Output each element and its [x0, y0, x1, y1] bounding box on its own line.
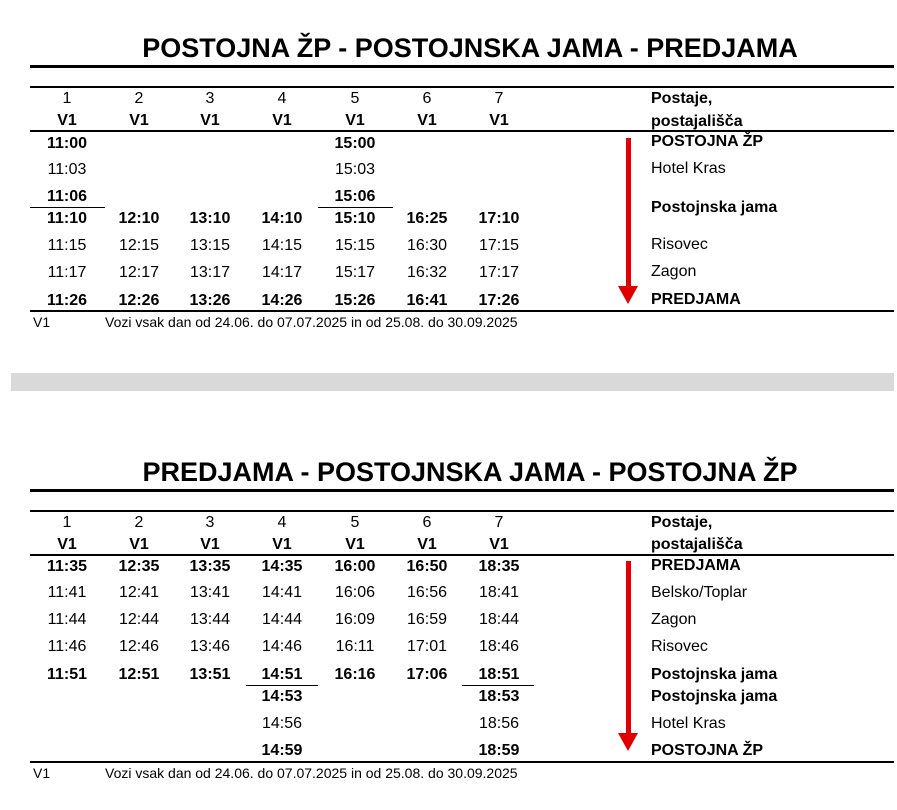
departure-time: 14:10 — [261, 210, 303, 227]
departure-time: 17:17 — [478, 264, 520, 281]
column-number: 6 — [422, 514, 432, 531]
departure-time: 11:41 — [47, 584, 87, 601]
departure-time: 12:10 — [118, 210, 160, 227]
footnote-code: V1 — [33, 314, 51, 330]
column-number: 7 — [494, 90, 504, 107]
departure-time: 11:15 — [47, 237, 87, 254]
stops-header: postajališča — [651, 536, 743, 553]
departure-time: 16:32 — [406, 264, 448, 281]
departure-time: 13:46 — [189, 638, 231, 655]
departure-time: 13:26 — [189, 292, 231, 309]
column-number: 2 — [134, 514, 144, 531]
departure-time: 15:03 — [334, 161, 376, 178]
departure-time: 13:10 — [189, 210, 231, 227]
header-rule — [30, 510, 894, 512]
table-bottom-rule — [30, 310, 894, 312]
departure-time: 16:11 — [335, 638, 375, 655]
column-variant: V1 — [417, 112, 437, 129]
departure-time: 18:46 — [478, 638, 520, 655]
column-variant: V1 — [489, 536, 509, 553]
departure-time: 16:50 — [406, 558, 448, 575]
column-variant: V1 — [57, 536, 77, 553]
title-rule — [30, 65, 894, 68]
transfer-rule — [318, 207, 393, 208]
timetable-title: POSTOJNA ŽP - POSTOJNSKA JAMA - PREDJAMA — [142, 33, 798, 63]
departure-time: 15:17 — [334, 264, 376, 281]
departure-time: 11:44 — [47, 611, 87, 628]
departure-time: 11:51 — [46, 666, 88, 683]
column-number: 3 — [205, 90, 215, 107]
column-number: 5 — [350, 514, 360, 531]
timetable-title: PREDJAMA - POSTOJNSKA JAMA - POSTOJNA ŽP — [142, 457, 798, 487]
column-number: 2 — [134, 90, 144, 107]
departure-time: 11:06 — [46, 188, 88, 205]
departure-time: 16:09 — [334, 611, 376, 628]
departure-time: 13:41 — [189, 584, 231, 601]
column-number: 3 — [205, 514, 215, 531]
departure-time: 15:00 — [334, 135, 376, 152]
departure-time: 14:41 — [261, 584, 303, 601]
column-number: 6 — [422, 90, 432, 107]
departure-time: 18:53 — [478, 688, 520, 705]
departure-time: 14:35 — [261, 558, 303, 575]
departure-time: 11:03 — [47, 161, 87, 178]
column-number: 4 — [277, 514, 287, 531]
column-variant: V1 — [272, 536, 292, 553]
footnote-code: V1 — [33, 765, 51, 781]
stop-name: Risovec — [651, 236, 708, 253]
departure-time: 16:00 — [334, 558, 376, 575]
departure-time: 11:00 — [46, 135, 88, 152]
departure-time: 14:53 — [261, 688, 303, 705]
direction-arrow-icon — [615, 138, 641, 306]
departure-time: 13:35 — [189, 558, 231, 575]
departure-time: 15:06 — [334, 188, 376, 205]
direction-arrow-icon — [615, 561, 641, 753]
column-variant: V1 — [345, 112, 365, 129]
departure-time: 13:17 — [189, 264, 231, 281]
header-rule — [30, 86, 894, 88]
departure-time: 18:41 — [478, 584, 520, 601]
departure-time: 16:30 — [406, 237, 448, 254]
stop-name: PREDJAMA — [651, 291, 741, 308]
departure-time: 14:46 — [261, 638, 303, 655]
departure-time: 11:10 — [46, 210, 88, 227]
departure-time: 13:15 — [189, 237, 231, 254]
departure-time: 11:17 — [47, 264, 87, 281]
departure-time: 13:51 — [189, 666, 231, 683]
departure-time: 16:56 — [406, 584, 448, 601]
departure-time: 12:41 — [118, 584, 160, 601]
departure-time: 18:44 — [478, 611, 520, 628]
departure-time: 16:41 — [406, 292, 448, 309]
transfer-rule — [246, 685, 318, 686]
departure-time: 16:59 — [406, 611, 448, 628]
stop-name: POSTOJNA ŽP — [651, 742, 764, 759]
departure-time: 14:17 — [261, 264, 303, 281]
column-variant: V1 — [200, 112, 220, 129]
stops-header: Postaje, — [651, 514, 713, 531]
column-number: 4 — [277, 90, 287, 107]
departure-time: 17:01 — [406, 638, 448, 655]
column-number: 7 — [494, 514, 504, 531]
column-variant: V1 — [489, 112, 509, 129]
departure-time: 17:10 — [478, 210, 520, 227]
departure-time: 12:46 — [118, 638, 160, 655]
stop-name: Belsko/Toplar — [651, 584, 748, 601]
stop-name: Postojnska jama — [651, 199, 778, 216]
departure-time: 12:51 — [118, 666, 160, 683]
column-variant: V1 — [129, 112, 149, 129]
departure-time: 12:35 — [118, 558, 160, 575]
table-bottom-rule — [30, 761, 894, 763]
departure-time: 17:26 — [478, 292, 520, 309]
departure-time: 17:06 — [406, 666, 448, 683]
transfer-rule — [462, 685, 534, 686]
departure-time: 14:56 — [261, 715, 303, 732]
departure-time: 12:44 — [118, 611, 160, 628]
departure-time: 14:51 — [261, 666, 303, 683]
departure-time: 12:26 — [118, 292, 160, 309]
stop-name: Hotel Kras — [651, 160, 726, 177]
footnote-text: Vozi vsak dan od 24.06. do 07.07.2025 in od 25.08. do 30.09.2025 — [105, 314, 518, 330]
departure-time: 11:46 — [47, 638, 87, 655]
stop-name: Postojnska jama — [651, 688, 778, 705]
transfer-rule — [30, 207, 105, 208]
stop-name: PREDJAMA — [651, 557, 741, 574]
stop-name: Risovec — [651, 638, 708, 655]
stop-name: POSTOJNA ŽP — [651, 133, 764, 150]
column-variant: V1 — [417, 536, 437, 553]
column-variant: V1 — [200, 536, 220, 553]
title-rule — [30, 489, 894, 492]
stop-name: Zagon — [651, 611, 697, 628]
departure-time: 14:59 — [261, 742, 303, 759]
departure-time: 11:35 — [46, 558, 88, 575]
departure-time: 11:26 — [46, 292, 88, 309]
departure-time: 18:35 — [478, 558, 520, 575]
departure-time: 14:15 — [261, 237, 303, 254]
section-separator — [11, 373, 894, 391]
column-variant: V1 — [345, 536, 365, 553]
departure-time: 16:06 — [334, 584, 376, 601]
column-variant: V1 — [57, 112, 77, 129]
departure-time: 15:26 — [334, 292, 376, 309]
departure-time: 16:25 — [406, 210, 448, 227]
departure-time: 18:56 — [478, 715, 520, 732]
departure-time: 15:15 — [334, 237, 376, 254]
departure-time: 12:17 — [118, 264, 160, 281]
departure-time: 14:44 — [261, 611, 303, 628]
column-variant: V1 — [272, 112, 292, 129]
column-number: 5 — [350, 90, 360, 107]
column-number: 1 — [62, 90, 72, 107]
stop-name: Zagon — [651, 263, 697, 280]
stops-header: postajališča — [651, 113, 743, 130]
departure-time: 13:44 — [189, 611, 231, 628]
stops-header: Postaje, — [651, 90, 713, 107]
departure-time: 17:15 — [478, 237, 520, 254]
departure-time: 18:59 — [478, 742, 520, 759]
departure-time: 12:15 — [118, 237, 160, 254]
column-number: 1 — [62, 514, 72, 531]
stop-name: Postojnska jama — [651, 666, 778, 683]
footnote-text: Vozi vsak dan od 24.06. do 07.07.2025 in od 25.08. do 30.09.2025 — [105, 765, 518, 781]
departure-time: 18:51 — [478, 666, 520, 683]
departure-time: 15:10 — [334, 210, 376, 227]
departure-time: 14:26 — [261, 292, 303, 309]
column-variant: V1 — [129, 536, 149, 553]
departure-time: 16:16 — [334, 666, 376, 683]
stop-name: Hotel Kras — [651, 715, 726, 732]
